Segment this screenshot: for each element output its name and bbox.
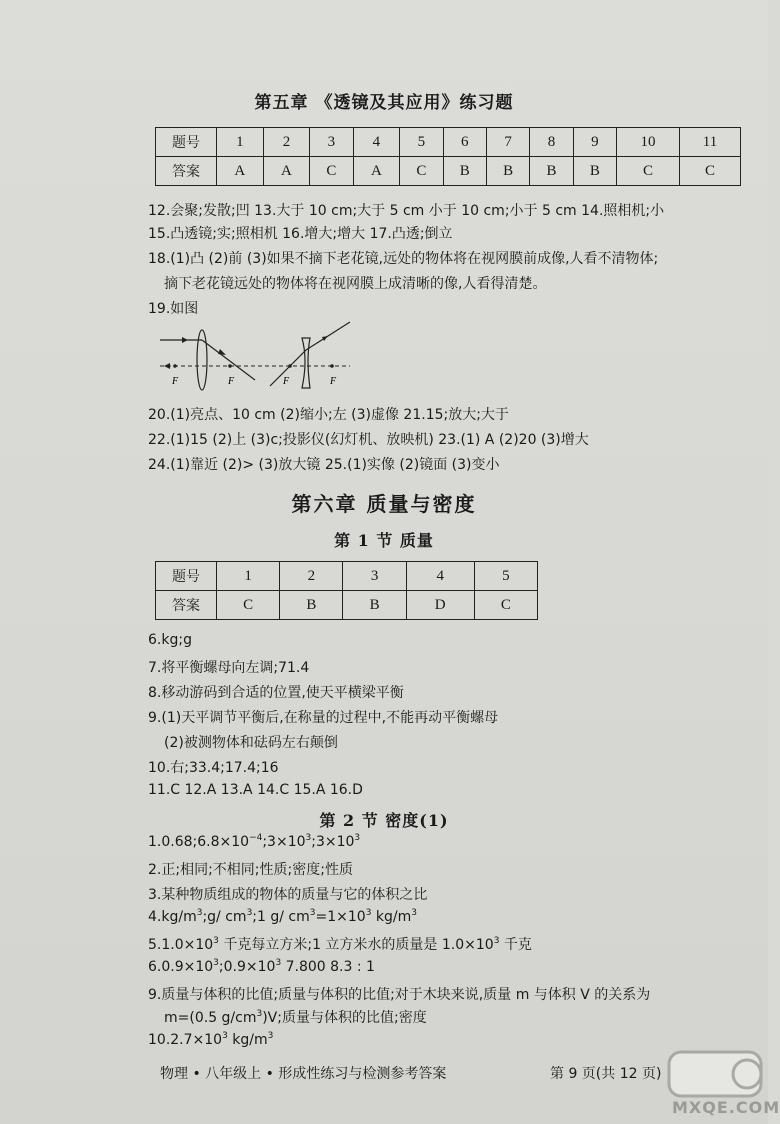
focal-point-dot [330, 364, 334, 368]
answer-line-24: 24.(1)靠近 (2)> (3)放大镜 25.(1)实像 (2)镜面 (3)变小 [148, 457, 500, 473]
superscript: 3 [256, 1009, 263, 1019]
answer-header: 答案 [156, 157, 217, 186]
convex-lens [197, 330, 207, 390]
question-number-cell: 11 [680, 128, 741, 157]
focal-label: F [283, 376, 290, 387]
arrow-icon [182, 337, 188, 343]
superscript: 3 [222, 1031, 228, 1041]
watermark-text: MXQE.COM [672, 1098, 780, 1117]
text: 4.kg/m [148, 909, 197, 925]
question-number-cell: 8 [530, 128, 573, 157]
answer-line-11: 11.C 12.A 13.A 14.C 15.A 16.D [148, 782, 363, 798]
answer-cell: C [617, 157, 680, 186]
answer-line-15: 15.凸透镜;实;照相机 16.增大;增大 17.凸透;倒立 [148, 226, 453, 242]
focal-label: F [172, 376, 179, 387]
text: 千克 [499, 937, 532, 953]
text: =1×10 [315, 909, 366, 925]
superscript: 3 [309, 908, 316, 918]
chapter5-answer-table [155, 127, 741, 186]
arrow-icon [164, 363, 170, 369]
text: 1.0.68;6.8×10 [148, 834, 250, 850]
text: kg/m [227, 1032, 268, 1048]
superscript: 3 [213, 936, 219, 946]
text: )V;质量与体积的比值;密度 [262, 1010, 427, 1026]
section1-answer-table [155, 561, 538, 620]
answer-cell: B [573, 157, 616, 186]
concave-lens [302, 338, 310, 388]
answer-line-18-cont: 摘下老花镜远处的物体将在视网膜上成清晰的像,人看得清楚。 [164, 276, 547, 292]
text: 千克每立方米;1 立方米水的质量是 1.0×10 [218, 937, 494, 953]
question-number-cell: 3 [310, 128, 353, 157]
arrow-icon [322, 336, 328, 341]
focal-label: F [330, 376, 337, 387]
table-row [156, 157, 741, 186]
superscript: 3 [305, 833, 312, 843]
footer-title: 物理 • 八年级上 • 形成性练习与检测参考答案 [160, 1066, 447, 1082]
table-row [156, 591, 538, 620]
row-header: 题号 [156, 128, 217, 157]
superscript: 3 [267, 1031, 274, 1041]
question-number-cell: 9 [573, 128, 616, 157]
text: ;1 g/ cm [252, 909, 310, 925]
page-number: 第 9 页(共 12 页) [550, 1066, 662, 1082]
text: 5.1.0×10 [148, 937, 214, 953]
answer-header: 答案 [156, 591, 217, 620]
text: 7.800 8.3 : 1 [281, 959, 375, 975]
text: kg/m [371, 909, 412, 925]
lens-ray-diagram [160, 310, 360, 390]
answer-line-d2: 2.正;相同;不相同;性质;密度;性质 [148, 862, 353, 878]
text: ;3×10 [311, 834, 355, 850]
question-number-cell: 5 [400, 128, 443, 157]
answer-cell: B [486, 157, 529, 186]
section2-title: 第 2 节 密度(1) [319, 811, 449, 830]
text: ;3×10 [262, 834, 306, 850]
question-number-cell: 3 [343, 562, 406, 591]
answer-line-12: 12.会聚;发散;凹 13.大于 10 cm;大于 5 cm 小于 10 cm;小于 5 cm 14.照相机;小 [148, 203, 665, 219]
question-number-cell: 1 [217, 128, 264, 157]
text: ;g/ cm [202, 909, 247, 925]
text: 10.2.7×10 [148, 1032, 223, 1048]
question-number-cell: 2 [263, 128, 310, 157]
chapter6-title: 第六章 质量与密度 [291, 492, 477, 516]
answer-cell: C [680, 157, 741, 186]
answer-line-d9: 9.质量与体积的比值;质量与体积的比值;对于木块来说,质量 m 与体积 V 的关系为 [148, 987, 651, 1003]
answer-cell: C [474, 591, 537, 620]
question-number-cell: 6 [443, 128, 486, 157]
superscript: 3 [411, 908, 417, 918]
row-header: 题号 [156, 562, 217, 591]
superscript: −4 [249, 833, 263, 843]
question-number-cell: 7 [486, 128, 529, 157]
answer-line-6: 6.kg;g [148, 632, 192, 648]
arrow-icon [218, 349, 226, 355]
answer-line-d4 [148, 909, 417, 925]
superscript: 3 [354, 833, 361, 843]
question-number-cell: 4 [406, 562, 474, 591]
text: ;0.9×10 [218, 959, 276, 975]
table-row [156, 128, 741, 157]
answer-cell: A [217, 157, 264, 186]
answer-cell: B [443, 157, 486, 186]
answer-cell: C [217, 591, 280, 620]
superscript: 3 [213, 958, 219, 968]
answer-line-d1 [148, 834, 360, 850]
answer-line-d10 [148, 1032, 273, 1048]
answer-line-20: 20.(1)亮点、10 cm (2)缩小;左 (3)虚像 21.15;放大;大于 [148, 407, 509, 423]
answer-line-9: 9.(1)天平调节平衡后,在称量的过程中,不能再动平衡螺母 [148, 710, 499, 726]
section1-title: 第 1 节 质量 [334, 531, 434, 550]
question-number-cell: 2 [280, 562, 343, 591]
question-number-cell: 10 [617, 128, 680, 157]
answer-line-d6 [148, 959, 375, 975]
focal-point-dot [228, 364, 232, 368]
answer-line-10: 10.右;33.4;17.4;16 [148, 760, 279, 776]
answer-line-d5 [148, 934, 532, 954]
refracted-ray-1 [202, 340, 255, 380]
answer-line-18: 18.(1)凸 (2)前 (3)如果不摘下老花镜,远处的物体将在视网膜前成像,人看不清物体; [148, 251, 659, 267]
question-number-cell: 4 [353, 128, 400, 157]
text: 6.0.9×10 [148, 959, 214, 975]
chapter5-title: 第五章 《透镜及其应用》练习题 [254, 93, 514, 113]
superscript: 3 [365, 908, 372, 918]
answer-cell: B [343, 591, 406, 620]
superscript: 3 [246, 908, 253, 918]
answer-line-d3: 3.某种物质组成的物体的质量与它的体积之比 [148, 887, 428, 903]
table-row [156, 562, 538, 591]
superscript: 3 [275, 958, 282, 968]
answer-cell: B [280, 591, 343, 620]
answer-cell: A [263, 157, 310, 186]
focal-point-dot [288, 364, 292, 368]
answer-cell: C [400, 157, 443, 186]
answer-line-19: 19.如图 [148, 301, 199, 317]
focal-point-dot [173, 364, 177, 368]
answer-cell: B [530, 157, 573, 186]
answer-line-d9-2 [164, 1007, 427, 1027]
answer-cell: A [353, 157, 400, 186]
text: m=(0.5 g/cm [164, 1010, 257, 1026]
question-number-cell: 5 [474, 562, 537, 591]
superscript: 3 [196, 908, 203, 918]
answer-line-7: 7.将平衡螺母向左调;71.4 [148, 660, 310, 676]
answer-line-9-2: (2)被测物体和砝码左右颠倒 [164, 735, 338, 751]
answer-line-22: 22.(1)15 (2)上 (3)c;投影仪(幻灯机、放映机) 23.(1) A (2)20 (3)增大 [148, 432, 589, 448]
answer-cell: C [310, 157, 353, 186]
question-number-cell: 1 [217, 562, 280, 591]
superscript: 3 [493, 936, 500, 946]
focal-label: F [228, 376, 235, 387]
answer-line-8: 8.移动游码到合适的位置,使天平横梁平衡 [148, 685, 404, 701]
answer-cell: D [406, 591, 474, 620]
